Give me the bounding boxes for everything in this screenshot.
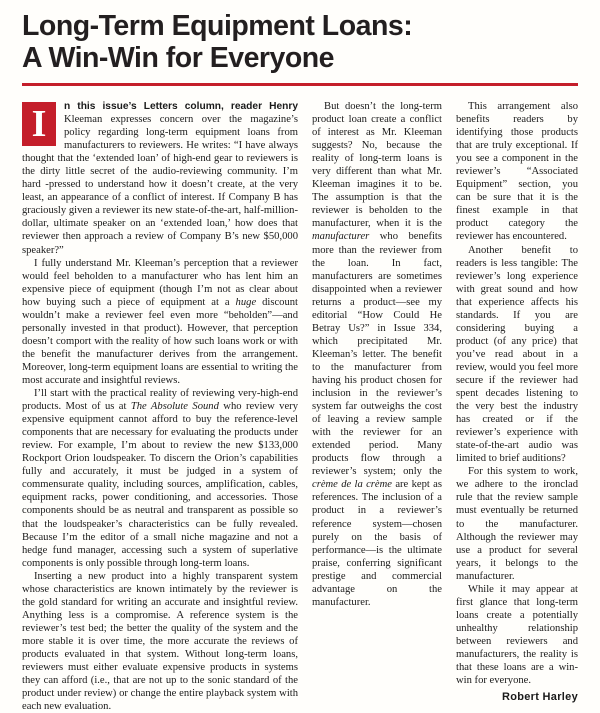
paragraph-7: Another benefit to readers is less tangible: The reviewer’s long experience with great sound and how that experience affects his standards. If you are considering buying a product (of any price) that you’ve read about in a review, would you feel more secure if the reviewer had spent decades listening to the very best the industry has created or if the reviewer’s experience with state-of-the-art audio was limited to brief auditions? (456, 244, 578, 465)
lead-in: n this issue’s Letters column, reader Henry (64, 101, 298, 112)
paragraph-9: While it may appear at first glance that long-term loans create a potentially unhealthy relationship between reviewers and manufacturers, the reality is that these loans are a win-win for everyone. (456, 583, 578, 687)
text: are kept as references. The inclusion of a product in a reviewer’s reference system—chosen purely on the basis of performance—is the ultimate praise, conferring significant prestige and commercial advantage on the manufacturer. (312, 479, 442, 608)
paragraph-1-text: Kleeman expresses concern over the magazine’s policy regarding long-term equipment loans from manufacturers to reviewers. He writes: “I have always thought that the ‘extended loan’ of high-end gear to reviewers is the dirty little secret of the audio-reviewing community. I’m hard -pressed to understand how it doesn’t create, at the very least, an appearance of a conflict of interest. If Company B has graciously given a reviewer its new state-of-the-art, half-million-dollar, ultimate speaker on an ‘extended loan,’ how does that reviewer then approach a review of Company B’s new $50,000 speaker?” (22, 114, 298, 256)
paragraph-6: This arrangement also benefits readers by identifying those products that are truly exceptional. If you see a component in the reviewer’s “Associated Equipment” section, you can be sure that it is the finest example in that product category the reviewer has encountered. (456, 101, 578, 243)
paragraph-5 (312, 100, 442, 609)
text: who benefits more than the reviewer from the loan. In fact, manufacturers are sometimes disappointed when a reviewer returns a product—see my editorial “How Could He Betray Us?” in Issue 334, which precipitated Mr. Kleeman’s letter. The benefit to the manufacturer from having his product chosen for inclusion in the reviewer’s system far outweighs the cost of leaving a review sample with the reviewer for an extended period. Many products flow through a reviewer’s system; only the (312, 231, 442, 478)
column-3 (456, 100, 578, 713)
article-title (22, 10, 578, 74)
text: who review very expensive equipment cannot afford to buy the reference-level components that are necessary for evaluating the products under review. For example, I’m about to review the new $133,000 Rockport Orion loudspeaker. To discern the Orion’s capabilities fully and accurately, it must be judged in a system of commensurate quality, including sources, amplification, cables, equipment racks, power conditioning, and accessories. Those components should be as neutral and transparent as possible so that the loudspeaker’s characteristics can be fully revealed. Because I’m the editor of a small niche magazine and not a hedge fund manager, accessing such a system of superlative components is only possible through long-term loans. (22, 401, 298, 569)
text: I’ll start with the practical reality of reviewing very-high-end products. Most of us at (22, 388, 298, 413)
title-line-1: Long-Term Equipment Loans: (22, 10, 413, 42)
text: But doesn’t the long-term product loan create a conflict of interest as Mr. Kleeman suggests? No, because the reality of long-term loans is very different than what Mr. Kleeman imagines it to be. The assumption is that the reviewer is beholden to the manufacturer, when it is the (312, 101, 442, 230)
title-line-2: A Win-Win for Everyone (22, 42, 335, 74)
paragraph-2 (22, 257, 298, 387)
paragraph-4: Inserting a new product into a highly transparent system whose characteristics are known intimately by the reviewer is the gold standard for writing an accurate and insightful review. Anything less is a compromise. A reference system is the reviewer’s test bed; the better the quality of the system and the more stable it is over time, the more accurate the reviews of products evaluated in that system. Without long-term loans, reviewers must either evaluate expensive products in systems they can afford (i.e., that are not up to the sonic standard of the product under review) or change the entire playback system with each new evaluation. (22, 570, 298, 713)
article-body (22, 100, 578, 713)
emphasis: The Absolute Sound (130, 401, 219, 413)
author-signature: Robert Harley (501, 691, 578, 704)
column-2 (312, 100, 442, 713)
paragraph-1 (22, 100, 298, 257)
text: I fully understand Mr. Kleeman’s perception that a reviewer would feel beholden to a manufacturer who has lent him an expensive piece of equipment (though I’m not as clear about how buying such a piece of equipment at a (22, 257, 298, 308)
drop-cap: I (22, 102, 56, 146)
title-divider (22, 83, 578, 86)
emphasis: huge (235, 296, 257, 308)
emphasis: crème de la crème (312, 479, 392, 491)
paragraph-3 (22, 387, 298, 570)
paragraph-8: For this system to work, we adhere to the ironclad rule that the review sample must eventually be returned to the manufacturer. Although the reviewer may use a product for several years, it belongs to the manufacturer. (456, 466, 578, 582)
text: discount wouldn’t make a reviewer feel even more “beholden”—and personally invested in that product). However, that perception doesn’t comport with the reality of how such loans work or with the benefit the manufacturer derives from the arrangement. Moreover, long-term equipment loans are essential to writing the most accurate and insightful reviews. (22, 296, 298, 386)
column-1 (22, 100, 298, 713)
emphasis: manufacturer (312, 231, 370, 243)
